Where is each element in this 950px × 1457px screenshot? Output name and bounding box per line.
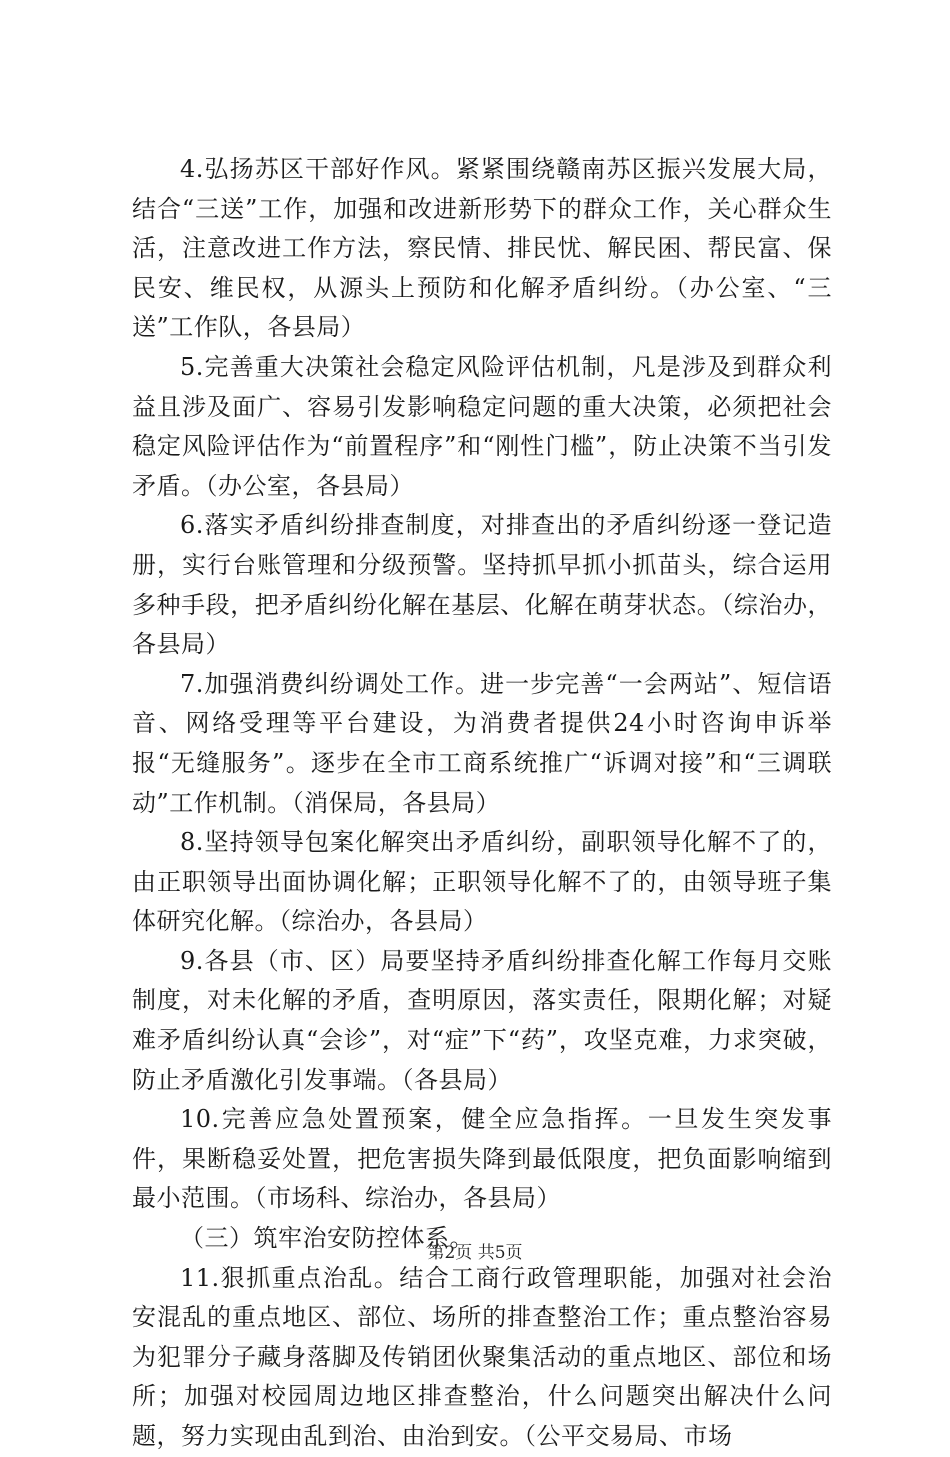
paragraph-item-10: 10.完善应急处置预案，健全应急指挥。一旦发生突发事件，果断稳妥处置，把危害损失降到最低限度，把负面影响缩到最小范围。（市场科、综治办，各县局） [132,1105,832,1213]
paragraph-item-11: 11.狠抓重点治乱。结合工商行政管理职能，加强对社会治安混乱的重点地区、部位、场所的排查整治工作；重点整治容易为犯罪分子藏身落脚及传销团伙聚集活动的重点地区、部位和场所；加强对校园周边地区排查整治，什么问题突出解决什么问题，努力实现由乱到治、由治到安。（公平交易局、市场 [132,1263,832,1450]
paragraph-item-4: 4.弘扬苏区干部好作风。紧紧围绕赣南苏区振兴发展大局，结合“三送”工作，加强和改进新形势下的群众工作，关心群众生活，注意改进工作方法，察民情、排民忧、解民困、帮民富、保民安、维民权，从源头上预防和化解矛盾纠纷。（办公室、“三送”工作队，各县局） [132,155,832,342]
paragraph-item-8: 8.坚持领导包案化解突出矛盾纠纷，副职领导化解不了的，由正职领导出面协调化解；正职领导化解不了的，由领导班子集体研究化解。（综治办，各县局） [132,828,832,936]
paragraph-item-5: 5.完善重大决策社会稳定风险评估机制，凡是涉及到群众利益且涉及面广、容易引发影响稳定问题的重大决策，必须把社会稳定风险评估作为“前置程序”和“刚性门槛”，防止决策不当引发矛盾。（办公室，各县局） [132,352,832,500]
page-footer: 第2页 共5页 [427,1243,523,1263]
section-heading: （三）筑牢治安防控体系。 [180,1224,474,1253]
paragraph-item-6: 6.落实矛盾纠纷排查制度，对排查出的矛盾纠纷逐一登记造册，实行台账管理和分级预警。坚持抓早抓小抓苗头，综合运用多种手段，把矛盾纠纷化解在基层、化解在萌芽状态。（综治办，各县局） [132,511,832,659]
paragraph-item-9: 9.各县（市、区）局要坚持矛盾纠纷排查化解工作每月交账制度，对未化解的矛盾，查明原因，落实责任，限期化解；对疑难矛盾纠纷认真“会诊”，对“症”下“药”，攻坚克难，力求突破，防止矛盾激化引发事端。（各县局） [132,946,832,1094]
paragraph-item-7: 7.加强消费纠纷调处工作。进一步完善“一会两站”、短信语音、网络受理等平台建设，为消费者提供24小时咨询申诉举报“无缝服务”。逐步在全市工商系统推广“诉调对接”和“三调联动”工作机制。（消保局，各县局） [132,669,832,817]
